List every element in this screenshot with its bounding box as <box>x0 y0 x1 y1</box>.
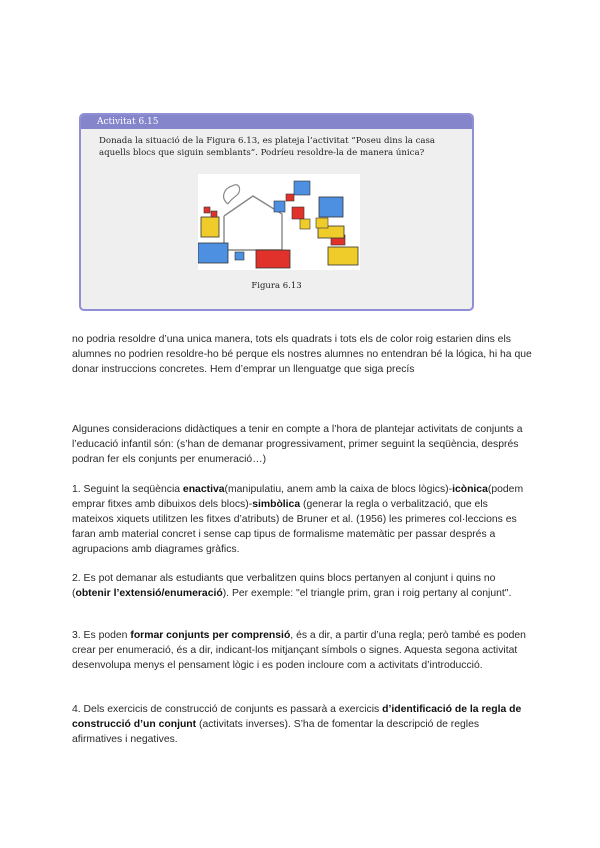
block-blue-right <box>319 197 343 217</box>
block-blue-small <box>235 252 244 260</box>
blocks-house-illustration <box>198 174 360 270</box>
p1-text-a: 1. Seguint la seqüència <box>72 484 183 495</box>
term-enactiva: enactiva <box>182 484 225 495</box>
term-extensio: obtenir l’extensió/enumeració <box>75 588 223 599</box>
block-red-small-2 <box>211 211 217 217</box>
block-red-big-bottom <box>256 250 290 268</box>
p4-text-a: 4. Dels exercicis de construcció de conjunts es passarà a exercicis <box>72 704 383 715</box>
paragraph-intro: no podria resoldre d’una unica manera, tots els quadrats i tots els de color roig estarien dins els alumnes no podrien resoldre-ho bé perque els nostres alumnes no entendran bé la lógica, hi ha que donar instruccions concretes. Hem d’emprar un llenguatge que siga precís <box>72 334 532 375</box>
figure-blocks-house <box>198 174 360 270</box>
p3-text-a: 3. Es poden <box>72 630 131 641</box>
p2-text-a: 2. Es pot demanar als estudiants que verbalitzen quins blocs pertanyen al conjunt i quins no ( <box>72 573 496 599</box>
paragraph-point-4 <box>72 702 532 747</box>
term-iconica: icònica <box>452 484 488 495</box>
paragraph-point-2 <box>72 571 532 601</box>
paragraph-point-1 <box>72 482 532 557</box>
term-identificacio: d’identificació de la regla de construcció d’un conjunt <box>72 704 522 730</box>
house-outline <box>224 196 282 250</box>
block-yellow-small-mid <box>316 218 328 228</box>
activity-text: Donada la situació de la Figura 6.13, es plateja l’activitat “Poseu dins la casa aquells blocs que siguin semblants”. Podríeu resoldre-la de manera única? <box>99 136 436 158</box>
paragraph-considerations: Algunes consideracions didàctiques a tenir en compte a l’hora de plantejar activitats de conjunts a l’educació infantil són: (s’han de demanar progressivament, primer seguint la seqüència, després podran fer els conjunts per enumeració…) <box>72 424 523 465</box>
block-yellow-bottom-right <box>328 247 358 265</box>
block-yellow-left <box>201 217 219 237</box>
chimney-smoke <box>224 185 240 204</box>
block-red-mid-1 <box>286 194 294 201</box>
p2-text-c: ). Per exemple: "el triangle prim, gran i roig pertany al conjunt". <box>222 588 512 599</box>
block-red-mid-2 <box>292 207 304 219</box>
p1-text-g: (generar la regla o verbalització, que els mateixos xiquets utilitzen les fitxes d’atributs) de Bruner et al. (1956) les primeres col·leccions es faran amb material concret i sense cap tipus de formalisme matemàtic per passar després a agrupacions amb diagrames gràfics. <box>72 499 517 555</box>
activity-box <box>79 113 474 311</box>
block-blue-mid <box>274 201 285 212</box>
block-yellow-mid <box>300 219 310 229</box>
activity-title: Activitat 6.15 <box>81 115 472 129</box>
block-blue-bottom-left <box>198 243 228 263</box>
term-simbolica: simbòlica <box>252 499 301 510</box>
block-red-small-left <box>204 207 210 213</box>
p4-text-c: (activitats inverses). S’ha de fomentar la descripció de regles afirmatives i negatives. <box>72 719 480 745</box>
p1-text-e: (podem emprar fitxes amb dibuixos dels blocs)- <box>72 484 524 510</box>
figure-caption: Figura 6.13 <box>251 281 302 291</box>
term-comprensio: formar conjunts per comprensió <box>130 630 291 641</box>
block-blue-top <box>294 181 310 195</box>
p1-text-c: (manipulatiu, anem amb la caixa de blocs lògics)- <box>224 484 453 495</box>
p3-text-c: , és a dir, a partir d’una regla; però també es poden crear per enumeració, és a dir, indicant-los mitjançant símbols o signes. Aquesta segona activitat desenvolupa menys el pensament lògic i es poden incloure com a activitats d’introducció. <box>72 630 526 671</box>
paragraph-point-3 <box>72 628 532 673</box>
